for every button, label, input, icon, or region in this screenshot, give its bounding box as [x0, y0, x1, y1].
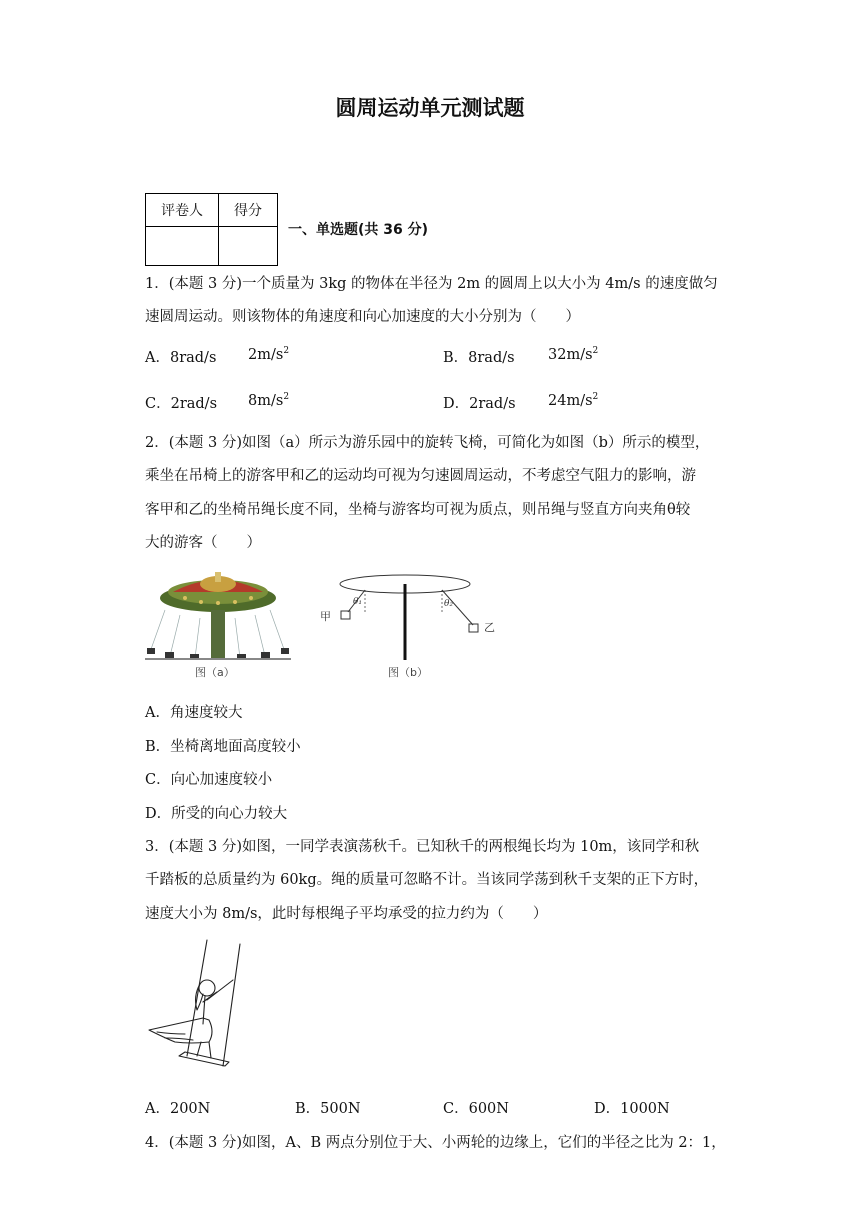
q2-option-d[interactable]: D．所受的向心力较大 — [145, 806, 288, 822]
score-cell[interactable] — [219, 227, 278, 266]
q3-option-c[interactable]: C．600N — [443, 1101, 509, 1117]
q3-line3: 速度大小为 8m/s，此时每根绳子平均承受的拉力约为（ ） — [145, 906, 548, 922]
score-table — [145, 193, 278, 266]
swing-ride-photo — [145, 570, 291, 680]
theta2-label: θ₂ — [444, 599, 454, 609]
q4-line1: 4．(本题 3 分)如图，A、B 两点分别位于大、小两轮的边缘上，它们的半径之比为 2：1， — [145, 1135, 726, 1151]
page-title: 圆周运动单元测试题 — [335, 96, 525, 120]
q2-option-b[interactable]: B．坐椅离地面高度较小 — [145, 739, 301, 755]
swing-ride-diagram — [310, 570, 510, 682]
label-yi: 乙 — [484, 621, 495, 634]
q1-option-c[interactable]: C．2rad/s $8m/s^2$ — [145, 392, 290, 412]
swing-illustration — [145, 938, 245, 1072]
theta1-label: θ₁ — [353, 597, 363, 607]
q3-option-a[interactable]: A．200N — [145, 1101, 211, 1117]
q3-line1: 3．(本题 3 分)如图，一同学表演荡秋千。已知秋千的两根绳长均为 10m，该同学和秋 — [145, 839, 700, 855]
q2-line3: 客甲和乙的坐椅吊绳长度不同，坐椅与游客均可视为质点，则吊绳与竖直方向夹角θ较 — [145, 502, 691, 518]
q3-option-b[interactable]: B．500N — [295, 1101, 361, 1117]
q2-line1: 2．(本题 3 分)如图（a）所示为游乐园中的旋转飞椅，可简化为如图（b）所示的模型， — [145, 435, 710, 451]
q1-option-b[interactable]: B．8rad/s $32m/s^2$ — [443, 346, 599, 366]
q2-line4: 大的游客（ ） — [145, 535, 261, 551]
q2-option-a[interactable]: A．角速度较大 — [145, 705, 243, 721]
q1-line1: 1．(本题 3 分)一个质量为 3kg 的物体在半径为 2m 的圆周上以大小为 4m/s 的速度做匀 — [145, 276, 718, 292]
q1-line2: 速圆周运动。则该物体的角速度和向心加速度的大小分别为（ ） — [145, 309, 580, 325]
fig-a-caption: 图（a） — [195, 666, 235, 679]
score-header: 得分 — [219, 194, 278, 227]
fig-b-caption: 图（b） — [388, 666, 428, 679]
q1-option-a[interactable]: A．8rad/s $2m/s^2$ — [145, 346, 290, 366]
grader-cell[interactable] — [146, 227, 219, 266]
q2-line2: 乘坐在吊椅上的游客甲和乙的运动均可视为匀速圆周运动，不考虑空气阻力的影响，游 — [145, 468, 696, 484]
label-jia: 甲 — [320, 610, 331, 623]
grader-header: 评卷人 — [146, 194, 219, 227]
section-heading: 一、单选题(共 36 分) — [288, 222, 429, 238]
q3-option-d[interactable]: D．1000N — [594, 1101, 670, 1117]
q2-option-c[interactable]: C．向心加速度较小 — [145, 772, 273, 788]
q3-line2: 千踏板的总质量约为 60kg。绳的质量可忽略不计。当该同学荡到秋千支架的正下方时， — [145, 872, 709, 888]
q1-option-d[interactable]: D．2rad/s $24m/s^2$ — [443, 392, 599, 412]
